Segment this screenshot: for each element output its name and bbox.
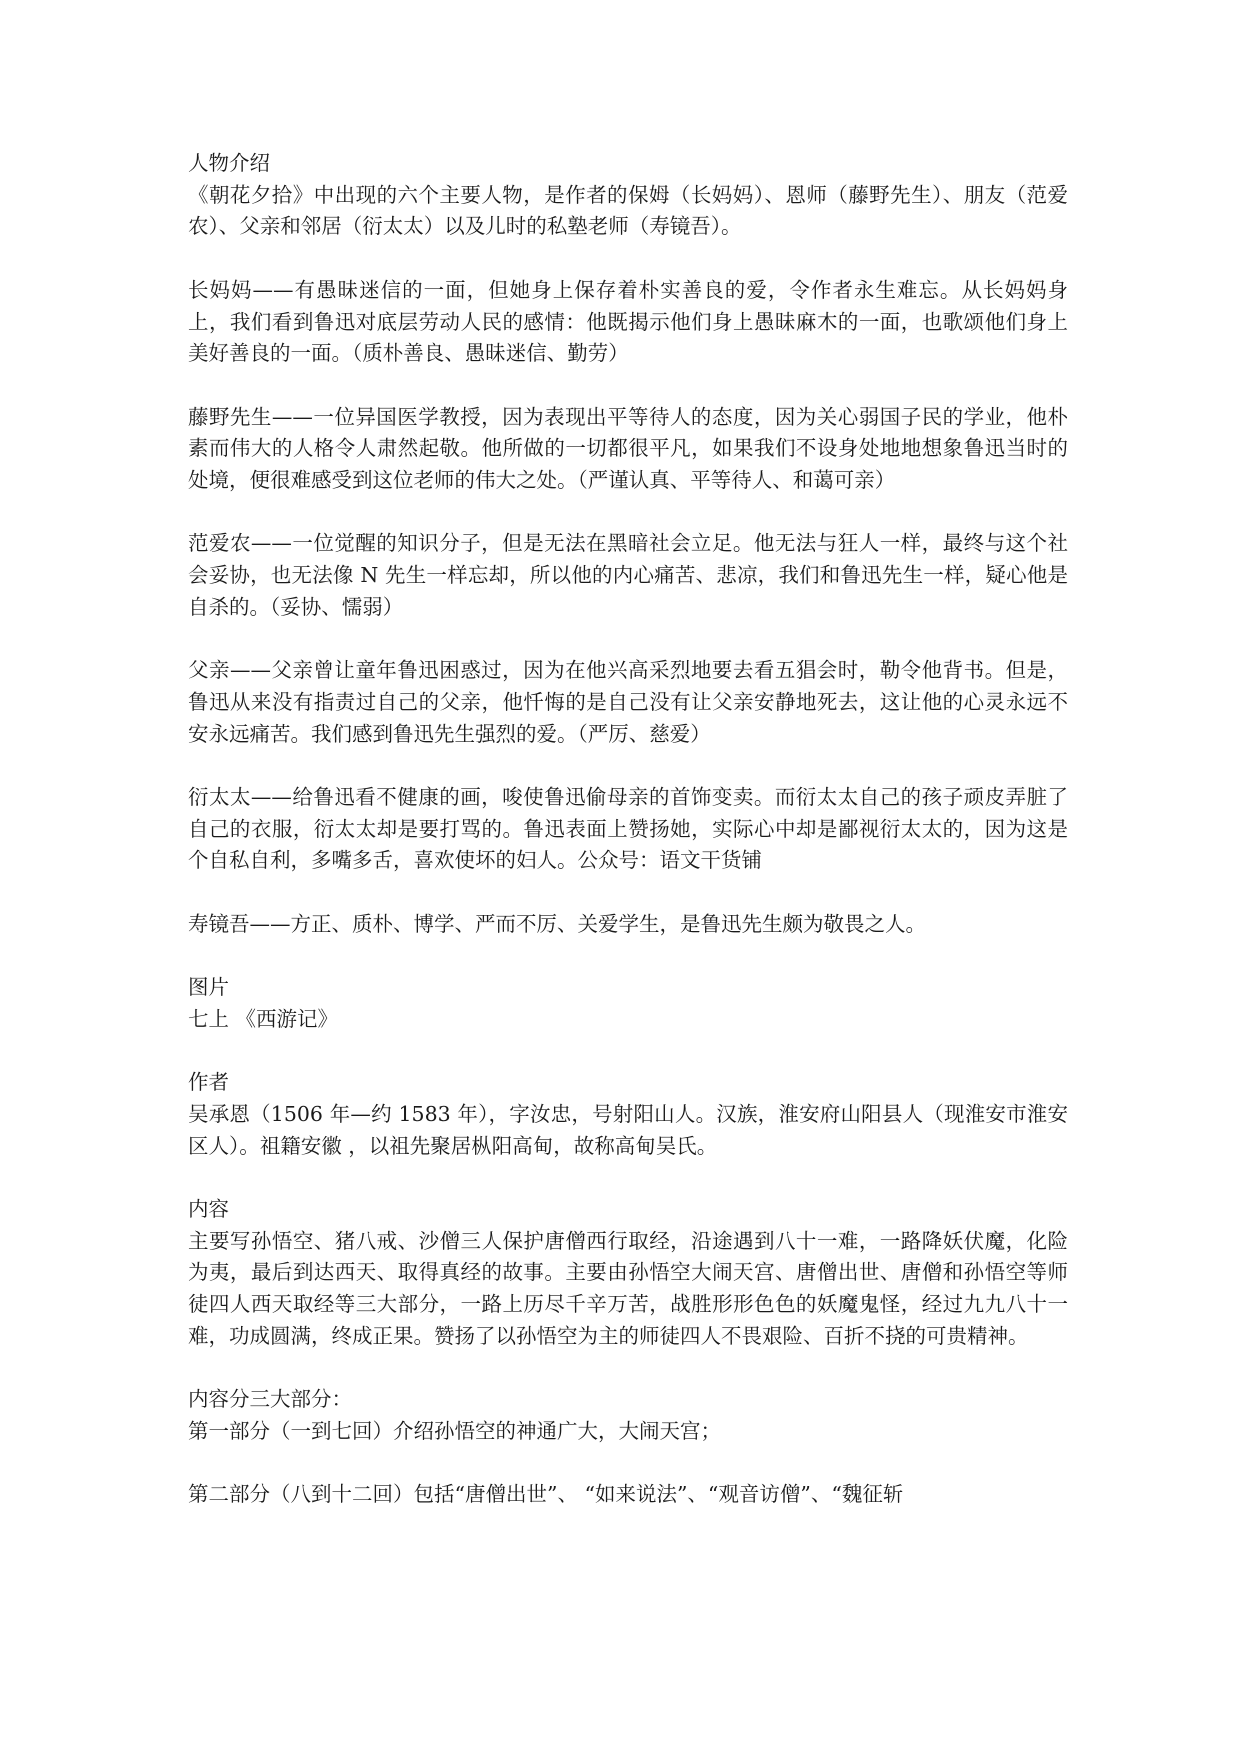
paragraph-gap <box>188 1036 1068 1068</box>
paragraph-gap <box>188 243 1068 275</box>
section-heading-content: 内容 <box>188 1197 229 1222</box>
character-fujino: 藤野先生——一位异国医学教授，因为表现出平等待人的态度，因为关心弱国子民的学业，他朴素而伟大的人格令人肃然起敬。他所做的一切都很平凡，如果我们不设身处地地想象鲁迅当时的处境，便很难感受到这位老师的伟大之处。（严谨认真、平等待人、和蔼可亲） <box>188 404 1068 492</box>
paragraph-gap <box>188 1448 1068 1480</box>
section-heading-characters: 人物介绍 <box>188 151 270 175</box>
character-chang-mama: 长妈妈——有愚昧迷信的一面，但她身上保存着朴实善良的爱，令作者永生难忘。从长妈妈身上，我们看到鲁迅对底层劳动人民的感情：他既揭示他们身上愚昧麻木的一面，也歌颂他们身上美好善良的一面。（质朴善良、愚昧迷信、勤劳） <box>188 277 1068 366</box>
character-fan-ainong: 范爱农——一位觉醒的知识分子，但是无法在黑暗社会立足。他无法与狂人一样，最终与这个社会妥协，也无法像 N 先生一样忘却，所以他的内心痛苦、悲凉，我们和鲁迅先生一样，疑心他是自杀的。（妥协、懦弱） <box>188 531 1068 619</box>
content-summary: 主要写孙悟空、猪八戒、沙僧三人保护唐僧西行取经，沿途遇到八十一难，一路降妖伏魔，化险为夷，最后到达西天、取得真经的故事。主要由孙悟空大闹天宫、唐僧出世、唐僧和孙悟空等师徒四人西天取经等三大部分，一路上历尽千辛万苦，战胜形形色色的妖魔鬼怪，经过九九八十一难，功成圆满，终成正果。赞扬了以孙悟空为主的师徒四人不畏艰险、百折不挠的可贵精神。 <box>188 1228 1068 1348</box>
characters-overview: 《朝花夕拾》中出现的六个主要人物，是作者的保姆（长妈妈）、恩师（藤野先生）、朋友（范爱农）、父亲和邻居（衍太太）以及儿时的私塾老师（寿镜吾）。 <box>188 182 1068 239</box>
part-two: 第二部分（八到十二回）包括“唐僧出世”、 “如来说法”、“观音访僧”、“魏征斩 <box>188 1482 904 1507</box>
paragraph-gap <box>188 624 1068 656</box>
section-heading-author: 作者 <box>188 1070 229 1095</box>
document-page <box>188 148 1068 1511</box>
paragraph-gap <box>188 940 1068 972</box>
paragraph-gap <box>188 370 1068 402</box>
character-shou-jingwu: 寿镜吾——方正、质朴、博学、严而不厉、关爱学生，是鲁迅先生颇为敬畏之人。 <box>188 911 926 936</box>
label-image: 图片 <box>188 975 229 1000</box>
character-father: 父亲——父亲曾让童年鲁迅困惑过，因为在他兴高采烈地要去看五猖会时，勒令他背书。但是，鲁迅从来没有指责过自己的父亲，他忏悔的是自己没有让父亲安静地死去，这让他的心灵永远不安永远痛苦。我们感到鲁迅先生强烈的爱。（严厉、慈爱） <box>188 658 1068 746</box>
paragraph-gap <box>188 877 1068 909</box>
character-yan-taitai: 衍太太——给鲁迅看不健康的画，唆使鲁迅偷母亲的首饰变卖。而衍太太自己的孩子顽皮弄脏了自己的衣服，衍太太却是要打骂的。鲁迅表面上赞扬她，实际心中却是鄙视衍太太的，因为这是个自私自利，多嘴多舌，喜欢使坏的妇人。公众号：语文干货铺 <box>188 784 1068 873</box>
paragraph-gap <box>188 497 1068 529</box>
part-one: 第一部分（一到七回）介绍孙悟空的神通广大，大闹天宫； <box>188 1418 721 1443</box>
paragraph-gap <box>188 1162 1068 1194</box>
paragraph-gap <box>188 750 1068 782</box>
author-info: 吴承恩（1506 年—约 1583 年），字汝忠，号射阳山人。汉族，淮安府山阳县人（现淮安市淮安区人）。祖籍安徽 ，以祖先聚居枞阳高甸，故称高甸吴氏。 <box>188 1101 1068 1158</box>
book-title-journey-west: 七上 《西游记》 <box>188 1006 339 1031</box>
paragraph-gap <box>188 1353 1068 1385</box>
section-heading-three-parts: 内容分三大部分： <box>188 1387 352 1412</box>
